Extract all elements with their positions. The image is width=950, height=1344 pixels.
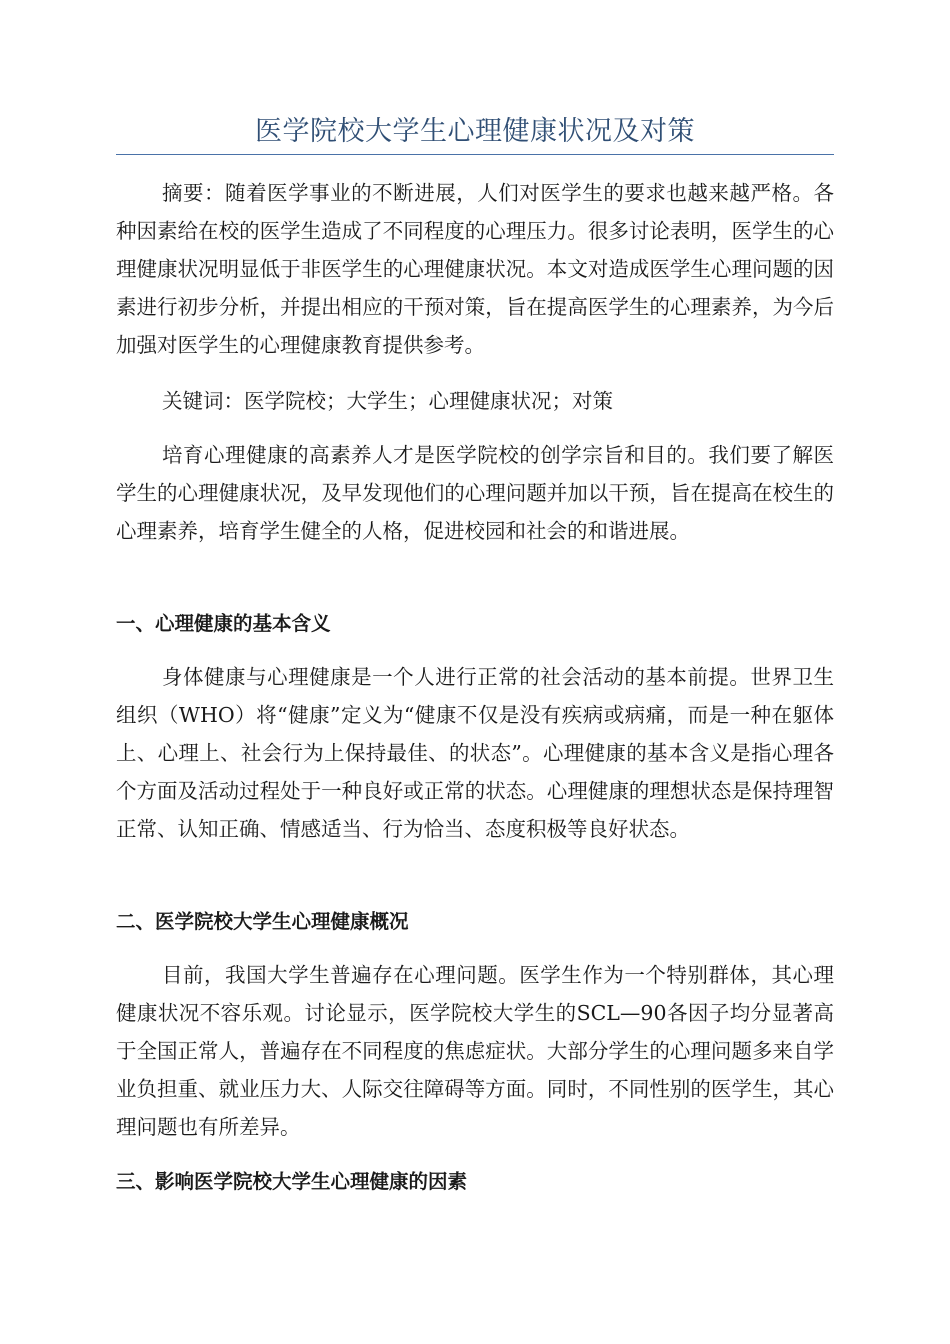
document-title: 医学院校大学生心理健康状况及对策 (255, 116, 695, 147)
title-underline (116, 154, 834, 155)
section-heading-3: 三、影响医学院校大学生心理健康的因素 (116, 1170, 468, 1193)
section-heading-1: 一、心理健康的基本含义 (116, 612, 331, 635)
abstract-paragraph: 摘要：随着医学事业的不断进展，人们对医学生的要求也越来越严格。各种因素给在校的医学生造成了不同程度的心理压力。很多讨论表明，医学生的心理健康状况明显低于非医学生的心理健康状况。本文对造成医学生心理问题的因素进行初步分析，并提出相应的干预对策，旨在提高医学生的心理素养，为今后加强对医学生的心理健康教育提供参考。 (116, 181, 834, 357)
intro-paragraph: 培育心理健康的高素养人才是医学院校的创学宗旨和目的。我们要了解医学生的心理健康状况，及早发现他们的心理问题并加以干预，旨在提高在校生的心理素养，培育学生健全的人格，促进校园和社会的和谐进展。 (116, 443, 834, 543)
keywords-paragraph: 关键词：医学院校；大学生；心理健康状况；对策 (162, 389, 613, 413)
section-2-paragraph: 目前，我国大学生普遍存在心理问题。医学生作为一个特别群体，其心理健康状况不容乐观。讨论显示，医学院校大学生的SCL—90各因子均分显著高于全国正常人，普遍存在不同程度的焦虑症状。大部分学生的心理问题多来自学业负担重、就业压力大、人际交往障碍等方面。同时，不同性别的医学生，其心理问题也有所差异。 (116, 963, 834, 1139)
section-heading-2: 二、医学院校大学生心理健康概况 (116, 910, 409, 933)
section-1-paragraph: 身体健康与心理健康是一个人进行正常的社会活动的基本前提。世界卫生组织（WHO）将“健康”定义为“健康不仅是没有疾病或病痛，而是一种在躯体上、心理上、社会行为上保持最佳、的状态”。心理健康的基本含义是指心理各个方面及活动过程处于一种良好或正常的状态。心理健康的理想状态是保持理智正常、认知正确、情感适当、行为恰当、态度积极等良好状态。 (116, 665, 834, 841)
